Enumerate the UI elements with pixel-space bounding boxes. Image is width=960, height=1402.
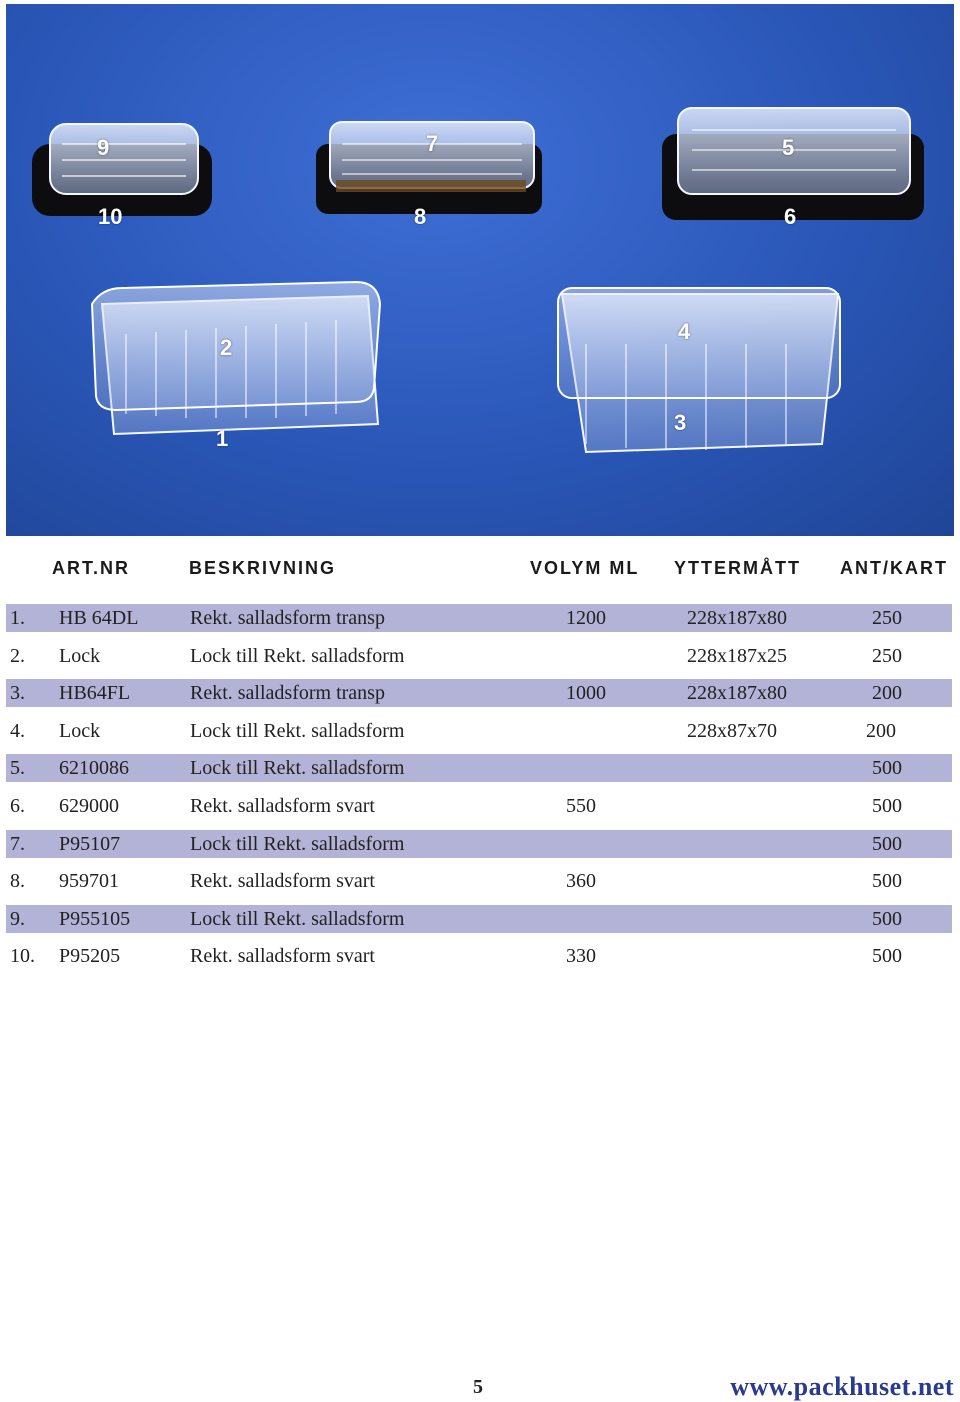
page-number: 5 [473,1376,483,1398]
row-description: Rekt. salladsform svart [190,870,375,893]
container-small-black [32,124,212,216]
row-number: 1. [10,607,25,629]
row-description: Lock till Rekt. salladsform [190,644,405,667]
table-row [6,604,952,632]
header-quantity: ANT/KART [840,558,948,578]
row-description: Rekt. salladsform svart [190,945,375,968]
photo-label: 6 [784,204,797,229]
header-dimensions: YTTERMÅTT [674,558,801,578]
row-number: 2. [10,644,25,667]
product-table [6,604,952,980]
table-row [6,679,952,707]
photo-label: 4 [678,319,691,344]
row-quantity: 200 [866,719,896,742]
table-row [6,717,952,745]
row-quantity: 500 [872,794,902,817]
header-volume: VOLYM ML [530,558,640,578]
table-row [6,905,952,933]
website-url[interactable]: www.packhuset.net [730,1372,954,1401]
row-quantity: 250 [872,644,902,667]
row-number: 3. [10,682,25,705]
row-dimensions: 228x187x80 [687,607,787,629]
photo-label: 1 [216,426,229,451]
row-number: 9. [10,907,25,930]
photo-label: 5 [782,135,795,160]
row-number: 4. [10,719,25,742]
row-quantity: 500 [872,945,902,968]
photo-label: 3 [674,410,687,435]
row-number: 6. [10,794,25,817]
row-description: Rekt. salladsform transp [190,607,385,629]
photo-label: 2 [220,335,233,360]
row-dimensions: 228x87x70 [687,719,777,742]
containers-illustration [6,4,954,536]
row-artnr: Lock [59,644,101,667]
container-clear-tall [558,288,840,452]
photo-label: 8 [414,204,427,229]
row-quantity: 500 [872,832,902,855]
header-artnr: ART.NR [52,558,130,578]
row-volume: 360 [566,870,596,893]
table-row [6,754,952,782]
row-artnr: 6210086 [59,757,129,780]
table-header [0,558,960,582]
row-volume: 550 [566,794,596,817]
row-description: Lock till Rekt. salladsform [190,832,405,855]
photo-label: 9 [97,135,110,160]
row-artnr: P95205 [59,945,121,968]
row-number: 7. [10,832,25,855]
photo-label: 7 [426,131,439,156]
row-volume: 1000 [566,682,606,705]
row-artnr: P955105 [59,907,131,930]
row-dimensions: 228x187x25 [687,644,787,667]
row-artnr: Lock [59,719,101,742]
row-quantity: 500 [872,757,902,780]
row-artnr: 629000 [59,794,119,817]
row-volume: 330 [566,945,596,968]
row-number: 8. [10,870,25,893]
row-quantity: 500 [872,907,902,930]
table-row [6,792,952,820]
row-quantity: 500 [872,870,902,893]
row-description: Lock till Rekt. salladsform [190,907,405,930]
row-quantity: 250 [872,607,902,629]
row-description: Lock till Rekt. salladsform [190,757,405,780]
row-number: 5. [10,757,25,780]
row-artnr: P95107 [59,832,121,855]
row-dimensions: 228x187x80 [687,682,787,705]
row-description: Lock till Rekt. salladsform [190,719,405,742]
table-row [6,642,952,670]
row-artnr: 959701 [59,870,119,893]
row-volume: 1200 [566,607,606,629]
row-description: Rekt. salladsform svart [190,794,375,817]
header-description: BESKRIVNING [189,558,337,578]
table-row [6,830,952,858]
row-description: Rekt. salladsform transp [190,682,385,705]
table-row [6,867,952,895]
table-row [6,942,952,970]
row-artnr: HB 64DL [59,607,139,629]
product-photo [6,4,954,536]
container-clear-hinged [92,282,380,434]
photo-label: 10 [98,204,123,229]
row-artnr: HB64FL [59,682,131,705]
row-number: 10. [10,945,35,968]
row-quantity: 200 [872,682,902,705]
